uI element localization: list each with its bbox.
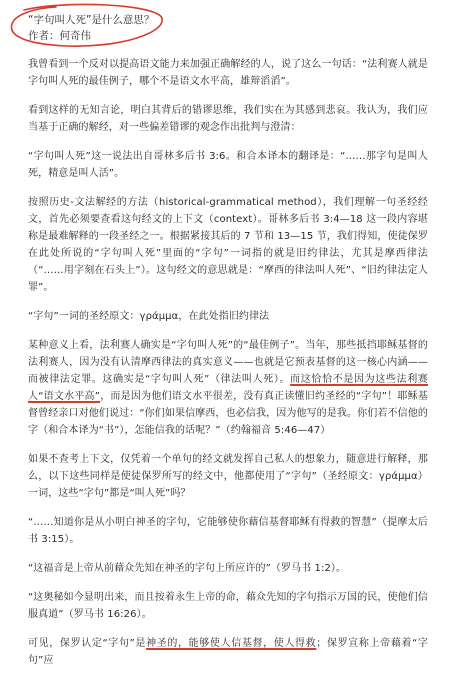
paragraph: 看到这样的无知言论，明白其背后的错谬思维，我们实在为其感到悲哀。我认为，我们应当基于正确的解经，对一些偏差错谬的观念作出批判与澄清：	[28, 105, 428, 133]
paragraph-text: ，而是因为他们语文水平很差，没有真正读懂旧约圣经的“字句”！耶稣基督曾经亲口对他们说过：“你们如果信摩西，也必信我，因为他写的是我。你们若不信他的字（和合本译为“书”），怎能信我的话呢？”（约翰福音 5:46—47）	[28, 391, 428, 436]
article-title: “字句叫人死”是什么意思？	[28, 14, 155, 26]
paragraph: 如果不查考上下文，仅凭着一个单句的经文就发挥自己私人的想象力，随意进行解释，那么，以下这些同样是使徒保罗所写的经文中，他都使用了“字句”（圣经原文：γράμμα）一词，这些“字句”都是“叫人死”吗？	[28, 454, 428, 499]
paragraph-text: 可见，保罗认定“字句”是	[28, 638, 147, 649]
paragraph-with-underline	[28, 337, 428, 439]
red-underlined-text: 神圣的，能够使人信基督，使人得救	[146, 638, 317, 649]
article-author: 作者：何奇伟	[28, 30, 91, 42]
paragraph-text: 某种意义上看，法利赛人确实是“字句叫人死”的“最佳例子”。当年，那些抵挡耶稣基督的法利赛人，因为没有认清摩西律法的真实意义——也就是它预表基督的这一核心内涵——而被律法定罪。这确实是“字句叫人死”（律法叫人死）。	[28, 340, 428, 385]
red-underlined-text: 而这恰恰不是因为这些法利赛人“语文水平高”	[28, 374, 428, 402]
paragraph: “字句叫人死”这一说法出自哥林多后书 3:6。和合本译本的翻译是：“……那字句是叫人死，精意是叫人活”。	[28, 151, 428, 179]
paragraph: “这奥秘如今显明出来，而且按着永生上帝的命，藉众先知的字句指示万国的民，使他们信服真道”（罗马书 16:26）。	[28, 592, 428, 620]
paragraph: 按照历史-文法解经的方法（historical-grammatical method），我们理解一句圣经经文，首先必须要查看这句经文的上下文（context）。哥林多后书 3:4—18 这一段内容堪称是最难解释的一段圣经之一。根据紧接其后的 7 节和 13—15 节，我们得知，使徒保罗在此处所说的“字句叫人死”里面的“字句”一词指的就是旧约律法，尤其是摩西律法（“……用字刻在石头上”）。这句经文的意思就是：“摩西的律法叫人死”、“旧约律法定人罪”。	[28, 197, 428, 293]
paragraph: “……知道你是从小明白神圣的字句，它能够使你藉信基督耶稣有得救的智慧”（提摩太后书 3:15）。	[28, 517, 428, 545]
paragraph-with-underline	[28, 635, 428, 669]
article-header	[28, 12, 154, 44]
article-body	[28, 56, 428, 681]
paragraph-text: ；保罗宣称上帝藉着“字句”应	[28, 638, 429, 666]
paragraph: “这福音是上帝从前藉众先知在神圣的字句上所应许的”（罗马书 1:2）。	[28, 563, 347, 574]
paragraph: 我曾看到一个反对以提高语文能力来加强正确解经的人，说了这么一句话：“法利赛人就是字句叫人死的最佳例子，哪个不是语文水平高，雄辩滔滔”。	[28, 59, 428, 87]
paragraph: “字句”一词的圣经原文：γράμμα，在此处指旧约律法	[28, 311, 270, 322]
